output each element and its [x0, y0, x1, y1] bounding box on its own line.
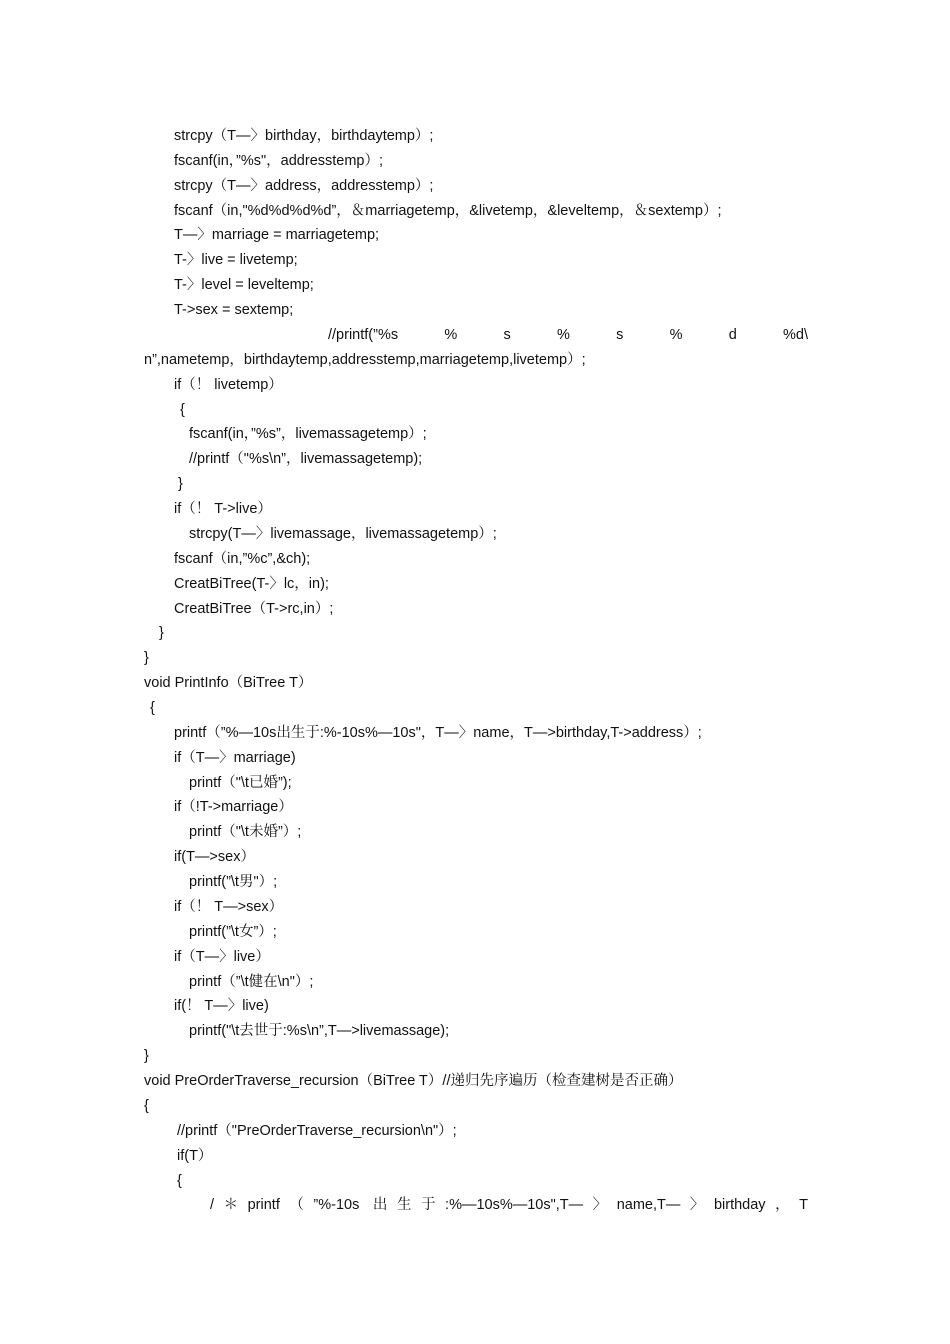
code-line: } [159, 625, 164, 642]
code-line: printf(”\t男"）; [189, 874, 278, 891]
code-line: T->sex = sextemp; [174, 302, 294, 319]
code-line: CreatBiTree（T->rc,in）; [174, 600, 334, 617]
code-line: printf（"\t未婚”）; [189, 824, 302, 841]
code-line: } [174, 476, 183, 493]
code-line: void PreOrderTraverse_recursion（BiTree T）//递归先序遍历（检查建树是否正确） [144, 1073, 683, 1090]
code-line: { [150, 700, 155, 716]
code-line: T-〉live = livetemp; [174, 252, 298, 269]
code-line: //printf（"PreOrderTraverse_recursion\n"）; [177, 1122, 457, 1139]
code-line: fscanf(in，”%s"，addresstemp）; [174, 152, 384, 169]
code-line: if（T—〉marriage) [174, 749, 296, 766]
code-line: } [144, 1048, 149, 1065]
code-line: printf("\t去世于:%s\n”,T—>livemassage); [189, 1023, 450, 1040]
code-line: n”,nametemp，birthdaytemp,addresstemp,marriagetemp,livetemp）; [144, 351, 586, 368]
code-line: strcpy(T—〉livemassage，livemassagetemp）; [189, 525, 497, 542]
code-line: if(T—>sex） [174, 849, 255, 866]
code-line: printf（”%—10s出生于:%-10s%—10s"，T—〉name，T—>birthday,T->address）; [174, 724, 702, 741]
code-line: if(T） [177, 1147, 213, 1164]
code-line: printf(”\t女”）; [189, 923, 277, 940]
code-line: /＊printf（”%-10s 出生于:%—10s%—10s",T—〉name,T—〉birthday，T [210, 1197, 808, 1214]
code-line: CreatBiTree(T-〉lc，in); [174, 575, 329, 592]
code-line: if（！ T->live） [174, 501, 272, 518]
code-line: if（T—〉live） [174, 948, 270, 965]
code-line: if(！ T—〉live) [174, 998, 269, 1015]
code-line: printf（”\t健在\n"）; [189, 973, 314, 990]
code-line: { [144, 1097, 149, 1114]
code-line: strcpy（T—〉birthday，birthdaytemp）; [174, 128, 434, 144]
code-line: { [177, 1172, 182, 1189]
code-line: void PrintInfo（BiTree T） [144, 675, 313, 692]
code-line: T-〉level = leveltemp; [174, 277, 314, 294]
code-line: T—〉marriage = marriagetemp; [174, 227, 380, 244]
code-line: if（!T->marriage） [174, 799, 293, 816]
code-line: if（！ livetemp） [174, 376, 283, 393]
code-line: fscanf(in，”%s”，livemassagetemp）; [189, 426, 427, 443]
code-line: fscanf（in,”%c”,&ch); [174, 550, 311, 567]
code-line: //printf(”%s % s % s % d %d\ [328, 326, 808, 343]
code-line: //printf（"%s\n”，livemassagetemp); [189, 451, 423, 468]
code-line: strcpy（T—〉address，addresstemp）; [174, 177, 434, 194]
code-line: } [144, 650, 149, 667]
code-line: { [180, 401, 185, 418]
code-line: printf（"\t已婚”); [189, 774, 292, 791]
code-line: fscanf（in,"%d%d%d%d”，＆marriagetemp，&livetemp，&leveltemp，＆sextemp）; [174, 202, 722, 219]
code-line: if（！ T—>sex） [174, 898, 284, 915]
